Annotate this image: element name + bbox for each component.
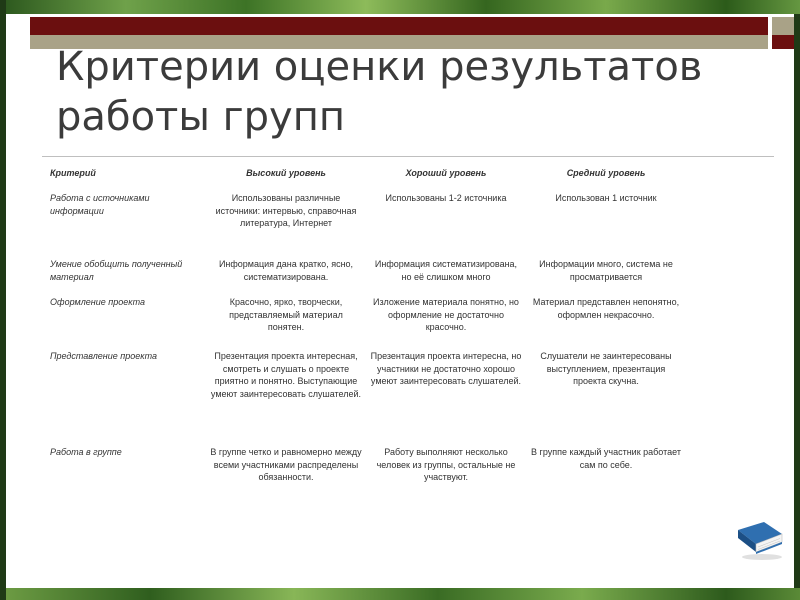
column-header: Хороший уровень (405, 168, 487, 178)
average-level-cell: В группе каждый участник работает сам по себе. (531, 447, 681, 470)
criterion-cell: Оформление проекта (50, 297, 145, 307)
title-divider (42, 156, 774, 157)
criterion-cell: Работа с источниками информации (50, 193, 150, 216)
corner-square-tan (772, 17, 794, 35)
table-row (46, 258, 686, 296)
table-row (46, 446, 686, 516)
good-level-cell: Презентация проекта интересна, но участники не достаточно хорошо умеют заинтересовать слушателей. (370, 351, 522, 386)
criterion-cell: Работа в группе (50, 447, 122, 457)
high-level-cell: Использованы различные источники: интервью, справочная литература, Интернет (215, 193, 357, 228)
column-header: Высокий уровень (246, 168, 326, 178)
title-line-1: Критерии оценки результатов (56, 44, 703, 90)
good-level-cell: Изложение материала понятно, но оформление не достаточно красочно. (373, 297, 519, 332)
average-level-cell: Слушатели не заинтересованы выступлением, презентация проекта скучна. (540, 351, 672, 386)
header-band (30, 17, 768, 35)
high-level-cell: В группе четко и равномерно между всеми участниками распределены обязанности. (210, 447, 362, 482)
slide-title (56, 42, 756, 142)
column-header: Средний уровень (566, 168, 646, 178)
high-level-cell: Презентация проекта интересная, смотреть и слушать о проекте приятно и понятно. Выступающие умеют заинтересовать слушателей. (210, 351, 362, 399)
table-row (46, 350, 686, 446)
column-header: Критерий (50, 168, 96, 178)
good-level-cell: Использованы 1-2 источника (385, 193, 507, 203)
top-grass-border (6, 0, 800, 14)
high-level-cell: Информация дана кратко, ясно, систематизирована. (218, 259, 354, 282)
table-row (46, 192, 686, 258)
table-row (46, 296, 686, 350)
table-header-row (46, 162, 686, 192)
good-level-cell: Работу выполняют несколько человек из группы, остальные не участвуют. (376, 447, 516, 482)
average-level-cell: Информации много, система не просматривается (539, 259, 673, 282)
criterion-cell: Представление проекта (50, 351, 157, 361)
criterion-cell: Умение обобщить полученный материал (50, 259, 183, 282)
bottom-grass-border (6, 588, 800, 600)
title-line-2: работы групп (56, 94, 346, 140)
high-level-cell: Красочно, ярко, творчески, представляемый материал понятен. (229, 297, 343, 332)
average-level-cell: Материал представлен непонятно, оформлен некрасочно. (532, 297, 680, 320)
criteria-table (46, 162, 686, 516)
good-level-cell: Информация систематизирована, но её слишком много (374, 259, 518, 282)
book-icon (734, 520, 786, 562)
average-level-cell: Использован 1 источник (555, 193, 657, 203)
corner-square-red (772, 35, 794, 49)
